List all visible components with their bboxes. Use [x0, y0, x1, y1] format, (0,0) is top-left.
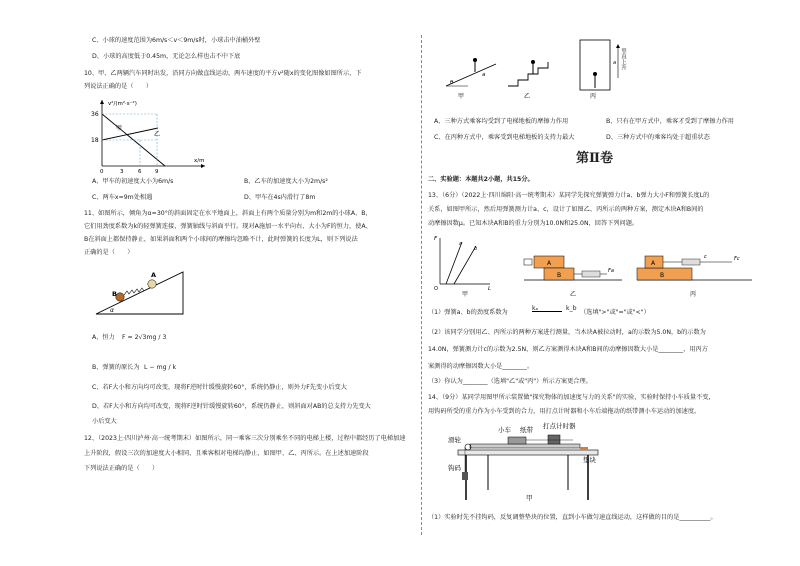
q11-text-line2: 它们用劲度系数为k的轻弹簧连接，弹簧轴线与斜面平行。现对A施加一水平向右、大小为F的恒力，使A、 — [84, 223, 372, 230]
label-vertical-up: 竖直上升 — [620, 48, 626, 70]
column-divider — [421, 35, 422, 535]
q11-incline-figure — [88, 262, 198, 317]
y-axis-arrow — [100, 100, 104, 104]
label-a-bing: A — [651, 260, 656, 267]
escalator-slope-jia — [446, 64, 496, 86]
track-board — [470, 444, 580, 448]
q13-sub2-line3: 案测得的动摩擦因数大小是________。 — [428, 363, 534, 370]
q12-option-d: D、三种方式中的乘客均处于超重状态 — [606, 134, 710, 141]
q10-option-d: D、甲车在4s内滑行了8m — [244, 194, 316, 201]
ball-a — [148, 280, 156, 288]
q10-option-b: B、乙车的加速度大小为2m/s² — [244, 178, 328, 185]
part2-title: 第Ⅱ卷 — [576, 151, 613, 166]
tick-x-9: 9 — [155, 169, 159, 175]
tick-x-0: 0 — [100, 169, 104, 175]
escalator-steps-yi — [508, 62, 548, 86]
tick-y-36: 36 — [91, 111, 99, 118]
label-fc: Fc — [734, 256, 740, 262]
q11-option-c: C、若F大小和方向均可改变，现将F逆时针缓慢旋转60°，系统仍静止，则外力F先变小后变大 — [92, 384, 347, 391]
label-b-bing: B — [660, 272, 665, 279]
label-jia: 甲 — [526, 494, 533, 502]
q14-sub1: （1）实验时先不挂钩码，反复调整垫块的位置，直到小车做匀速直线运动，这样做的目的是__________。 — [428, 514, 717, 521]
label-jia: 甲 — [116, 125, 123, 132]
label-b: b — [474, 246, 478, 252]
person-yi-head — [531, 60, 535, 64]
q10-v2-x-graph — [90, 96, 210, 175]
q11-option-a-prefix: A、恒力 — [92, 334, 115, 341]
label-yi: 乙 — [524, 93, 531, 100]
left-column — [84, 0, 414, 566]
q11-option-b-prefix: B、弹簧的原长为 — [92, 364, 140, 371]
label-b-yi: B — [557, 272, 562, 279]
label-a: a — [459, 241, 463, 247]
q9-option-c: C、小球的速度范围为6m/s＜v＜9m/s时，小球击中油桶外壁 — [92, 37, 261, 44]
q13-text-line3: 动摩擦因数μ。已知木块A和B的重力分别为10.0N和25.0N，回答下列问题。 — [428, 220, 639, 227]
section-heading: 二、实验题：本题共2小题，共15分。 — [428, 176, 534, 183]
label-c: c — [704, 254, 707, 260]
person-jia-head — [473, 58, 477, 62]
q13-sub3: （3）你认为________（选填"乙"或"丙"）所示方案更合理。 — [428, 378, 592, 385]
table-top — [458, 450, 598, 455]
q12-text-line2: 上升阶段，假设三次的加速度大小相同，且乘客相对电梯均静止，如图甲、乙、丙所示。在上述加速阶段 — [84, 450, 369, 457]
label-b: B — [112, 290, 117, 298]
label-tape: 纸带 — [520, 426, 533, 434]
tick-x-3: 3 — [120, 169, 124, 175]
q13-sub1-blank[interactable] — [532, 311, 562, 312]
q14-apparatus-figure — [448, 420, 608, 505]
q13-sub1-tail: （选填">"或"="或"<"） — [580, 309, 650, 316]
label-yi: 乙 — [154, 131, 161, 138]
q10-text-line2: 列说法正确的是（ ） — [84, 83, 153, 90]
q11-text-line3: B在斜面上都保持静止，如果斜面和两个小球间的摩擦均忽略不计，此时弹簧的长度为L，则下列说法 — [84, 236, 358, 243]
q12-option-b: B、只有在甲方式中，乘客才受到了摩擦力作用 — [606, 118, 734, 125]
hook-weight — [462, 472, 468, 480]
x-axis-arrow — [201, 164, 205, 168]
label-weight: 钩码 — [448, 464, 461, 472]
q13-sub2-line2: 14.0N，弹簧测力计c的示数为2.5N，则乙方案测得木块A和B间的动摩擦因数大小是________，用丙方 — [428, 346, 708, 353]
q13-sub1-ka: kₐ — [532, 305, 539, 312]
q12-text-line1: 12、（2023上·四川泸州·高一统考期末）如图所示，同一乘客三次分别乘坐不同的电梯上楼，过程中都经历了电梯加速 — [84, 435, 406, 442]
label-theta: θ — [450, 80, 454, 86]
line-b — [454, 246, 476, 284]
label-fa: Fa — [608, 268, 614, 274]
label-o: O — [434, 286, 438, 292]
q11-option-a-formula: F = 2√3mg / 3 — [122, 334, 167, 341]
q13-text-line1: 13、（6分）（2022上·四川绵阳·高一统考期末）某同学先探究弹簧弹力计a、b弹力大小F和弹簧长度L的 — [428, 192, 710, 199]
timer-device — [548, 435, 560, 444]
q10-option-c: C、两车x=9m处相遇 — [92, 194, 153, 201]
y-axis-label: v²/(m²·s⁻²) — [108, 101, 137, 107]
q11-option-d-line2: 小后变大 — [92, 418, 117, 425]
q11-option-d-line1: D、若F大小和方向均可改变，现将F逆时针缓慢旋转60°，系统仍静止，则斜面对AB的总支持力先变大 — [92, 403, 371, 410]
label-jia: 甲 — [458, 93, 465, 100]
q12-option-c: C、在丙种方式中，乘客受到电梯地板的支持力最大 — [434, 134, 575, 141]
label-f: F — [434, 236, 438, 242]
label-yi: 乙 — [570, 291, 577, 298]
label-alpha: α — [110, 307, 114, 314]
q14-text-line1: 14、（9分）某同学用图甲所示装置做"探究物体的加速度与力的关系"的实验，实验时保持小车质量不变， — [428, 394, 715, 401]
label-pulley: 滑轮 — [448, 436, 461, 444]
q10-text-line1: 10、甲、乙两辆汽车同时出发，沿同方向做直线运动，两车速度的平方v²随x的变化图像如图所示，下 — [84, 70, 362, 77]
label-l: L — [488, 286, 492, 292]
q13-figures — [432, 232, 762, 297]
q13-text-line2: 关系，如图甲所示，然后用弹簧测力计a、c，设计了如图乙、丙所示的两种方案，测定木块A和B间的 — [428, 206, 704, 213]
tick-x-6: 6 — [138, 169, 142, 175]
label-timer: 打点计时器 — [543, 422, 576, 430]
q11-text-line1: 11、如图所示，倾角为α=30°的斜面固定在水平地面上，斜面上有两个质量分别为m和2m的小球A、B， — [84, 210, 372, 217]
q11-option-b-formula: L − mg / k — [144, 364, 177, 371]
line-a — [446, 242, 462, 284]
label-jia: 甲 — [462, 291, 469, 298]
wall-yi — [524, 259, 532, 265]
q9-option-d: D、小球的高度低于0.45m，无论怎么样也击不中下底 — [92, 53, 241, 60]
label-a-jia: a — [482, 72, 486, 78]
spring — [124, 288, 144, 295]
scale-a — [582, 271, 600, 277]
wedge-block — [580, 447, 588, 450]
q13-sub1-kb: k_b — [566, 305, 577, 312]
block-b-bing — [637, 268, 692, 280]
label-a: A — [151, 271, 157, 279]
q13-sub1-prefix: （1）弹簧a、b的劲度系数为 — [428, 309, 508, 316]
label-car: 小车 — [498, 426, 511, 434]
line-yi — [102, 128, 161, 140]
q12-elevator-figure — [438, 38, 638, 100]
tick-y-18: 18 — [91, 137, 99, 144]
q12-option-a: A、三种方式乘客均受到了电梯地板的摩擦力作用 — [434, 118, 569, 125]
scale-c — [682, 259, 700, 265]
label-a-bing: a — [613, 60, 617, 66]
q13-sub2-line1: （2）该同学分别用乙、丙所示的两种方案进行测量，当木块A被拉动时，a的示数为5.0N，b的示数为 — [428, 329, 706, 336]
q14-text-line2: 用钩码所受的重力作为小车受到的合力，用打点计时器和小车后端拖动的纸带测小车运动的加速度。 — [428, 408, 701, 415]
label-block: 垫块 — [583, 456, 596, 464]
q10-option-a: A、甲车的初速度大小为6m/s — [92, 178, 174, 185]
q12-text-line3: 下列说法正确的是（ ） — [84, 465, 159, 472]
label-bing: 丙 — [590, 93, 597, 100]
person-bing-head — [593, 72, 597, 76]
x-axis-label: x/m — [194, 158, 205, 164]
cart — [508, 437, 526, 444]
q11-text-line4: 正确的是（ ） — [84, 249, 134, 256]
label-a-yi: A — [547, 260, 552, 267]
right-column — [428, 0, 773, 566]
ball-b — [116, 293, 124, 301]
label-bing: 丙 — [690, 291, 697, 298]
